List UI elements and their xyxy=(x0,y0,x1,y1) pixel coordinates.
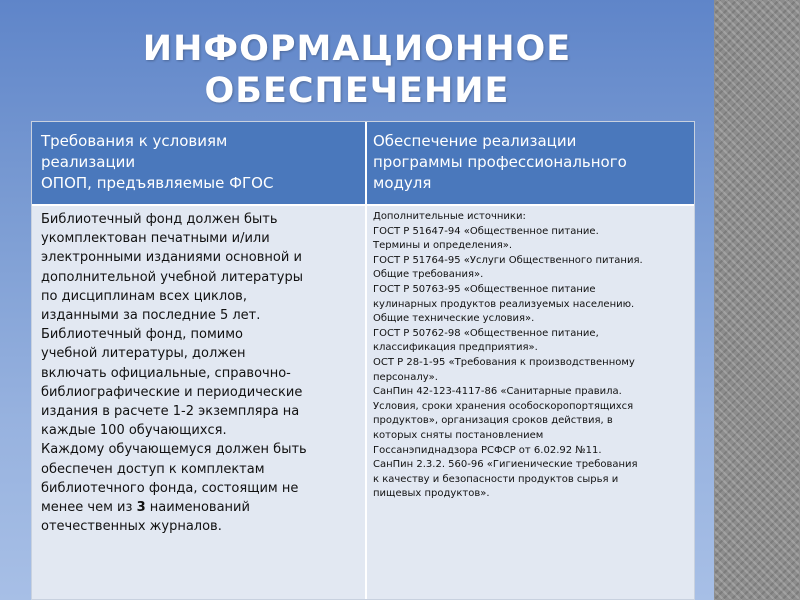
left-text-line-7: Библиотечный фонд, помимо xyxy=(41,327,243,343)
left-text-line-11: издания в расчете 1-2 экземпляра на xyxy=(41,404,300,420)
header-right-line-3: модуля xyxy=(373,174,432,192)
right-text-line-9: ГОСТ Р 50762-98 «Общественное питание, xyxy=(373,327,599,339)
right-text-line-7: кулинарных продуктов реализуемых населению. xyxy=(373,298,635,310)
right-text-line-6: ГОСТ Р 50763-95 «Общественное питание xyxy=(373,283,596,295)
requirements-table xyxy=(31,121,695,600)
right-text-line-1: Дополнительные источники: xyxy=(373,211,526,222)
right-text-line-19: к качеству и безопасности продуктов сырья и xyxy=(373,473,619,485)
left-text-line-2: укомплектован печатными и/или xyxy=(41,231,270,247)
header-left-line-1: Требования к условиям xyxy=(41,132,228,150)
left-text-line-8: учебной литературы, должен xyxy=(41,346,246,362)
left-text-line-14: обеспечен доступ к комплектам xyxy=(41,461,265,477)
header-left-line-2: реализации xyxy=(41,153,136,171)
right-text-line-12: персоналу». xyxy=(373,371,438,383)
left-text-line-12: каждые 100 обучающихся. xyxy=(41,423,227,439)
table-header-row xyxy=(32,122,694,206)
right-text-line-10: классификация предприятия». xyxy=(373,342,538,354)
right-text-line-3: Термины и определения». xyxy=(373,240,513,252)
left-text-line-4: дополнительной учебной литературы xyxy=(41,269,303,285)
right-text-line-8: Общие технические условия». xyxy=(373,313,535,325)
header-right-line-2: программы профессионального xyxy=(373,153,627,171)
decorative-side-panel xyxy=(714,0,800,600)
left-text-line-9: включать официальные, справочно- xyxy=(41,365,291,381)
left-text-line-16-start: менее чем из xyxy=(41,500,133,516)
title-line-1: ИНФОРМАЦИОННОЕ xyxy=(142,29,572,69)
header-left-line-3: ОПОП, предъявляемые ФГОС xyxy=(41,174,274,192)
page-title xyxy=(0,28,714,112)
right-text-line-2: ГОСТ Р 51647-94 «Общественное питание. xyxy=(373,225,599,237)
library-requirements-text xyxy=(41,210,359,536)
right-text-line-13: СанПин 42-123-4117-86 «Санитарные правила. xyxy=(373,386,622,398)
header-requirements xyxy=(41,131,356,194)
right-text-line-18: СанПин 2.3.2. 560-96 «Гигиенические требования xyxy=(373,459,638,471)
right-text-line-15: продуктов», организация сроков действия, в xyxy=(373,415,613,427)
left-text-line-6: изданными за последние 5 лет. xyxy=(41,308,261,324)
right-text-line-11: ОСТ Р 28-1-95 «Требования к производственному xyxy=(373,356,635,368)
right-text-line-4: ГОСТ Р 51764-95 «Услуги Общественного питания. xyxy=(373,254,643,266)
left-text-line-10: библиографические и периодические xyxy=(41,384,303,400)
title-line-2: ОБЕСПЕЧЕНИЕ xyxy=(204,71,510,111)
left-text-line-5: по дисциплинам всех циклов, xyxy=(41,288,247,304)
left-text-line-13: Каждому обучающемуся должен быть xyxy=(41,442,307,458)
left-text-line-15: библиотечного фонда, состоящим не xyxy=(41,480,299,496)
left-text-line-16-end: наименований xyxy=(149,500,250,516)
right-text-line-20: пищевых продуктов». xyxy=(373,488,490,500)
right-text-line-14: Условия, сроки хранения особоскоропортящихся xyxy=(373,400,634,412)
column-divider xyxy=(365,122,367,599)
right-text-line-17: Госсанэпиднадзора РСФСР от 6.02.92 №11. xyxy=(373,444,602,456)
left-text-line-3: электронными изданиями основной и xyxy=(41,250,302,266)
header-provision xyxy=(373,131,688,194)
left-text-line-17: отечественных журналов. xyxy=(41,519,222,535)
right-text-line-5: Общие требования». xyxy=(373,269,484,281)
journal-count: 3 xyxy=(136,500,146,516)
left-text-line-16 xyxy=(41,498,359,517)
left-text-line-1: Библиотечный фонд должен быть xyxy=(41,212,278,227)
sources-list xyxy=(373,210,689,502)
right-text-line-16: которых сняты постановлением xyxy=(373,429,544,441)
header-right-line-1: Обеспечение реализации xyxy=(373,132,577,150)
